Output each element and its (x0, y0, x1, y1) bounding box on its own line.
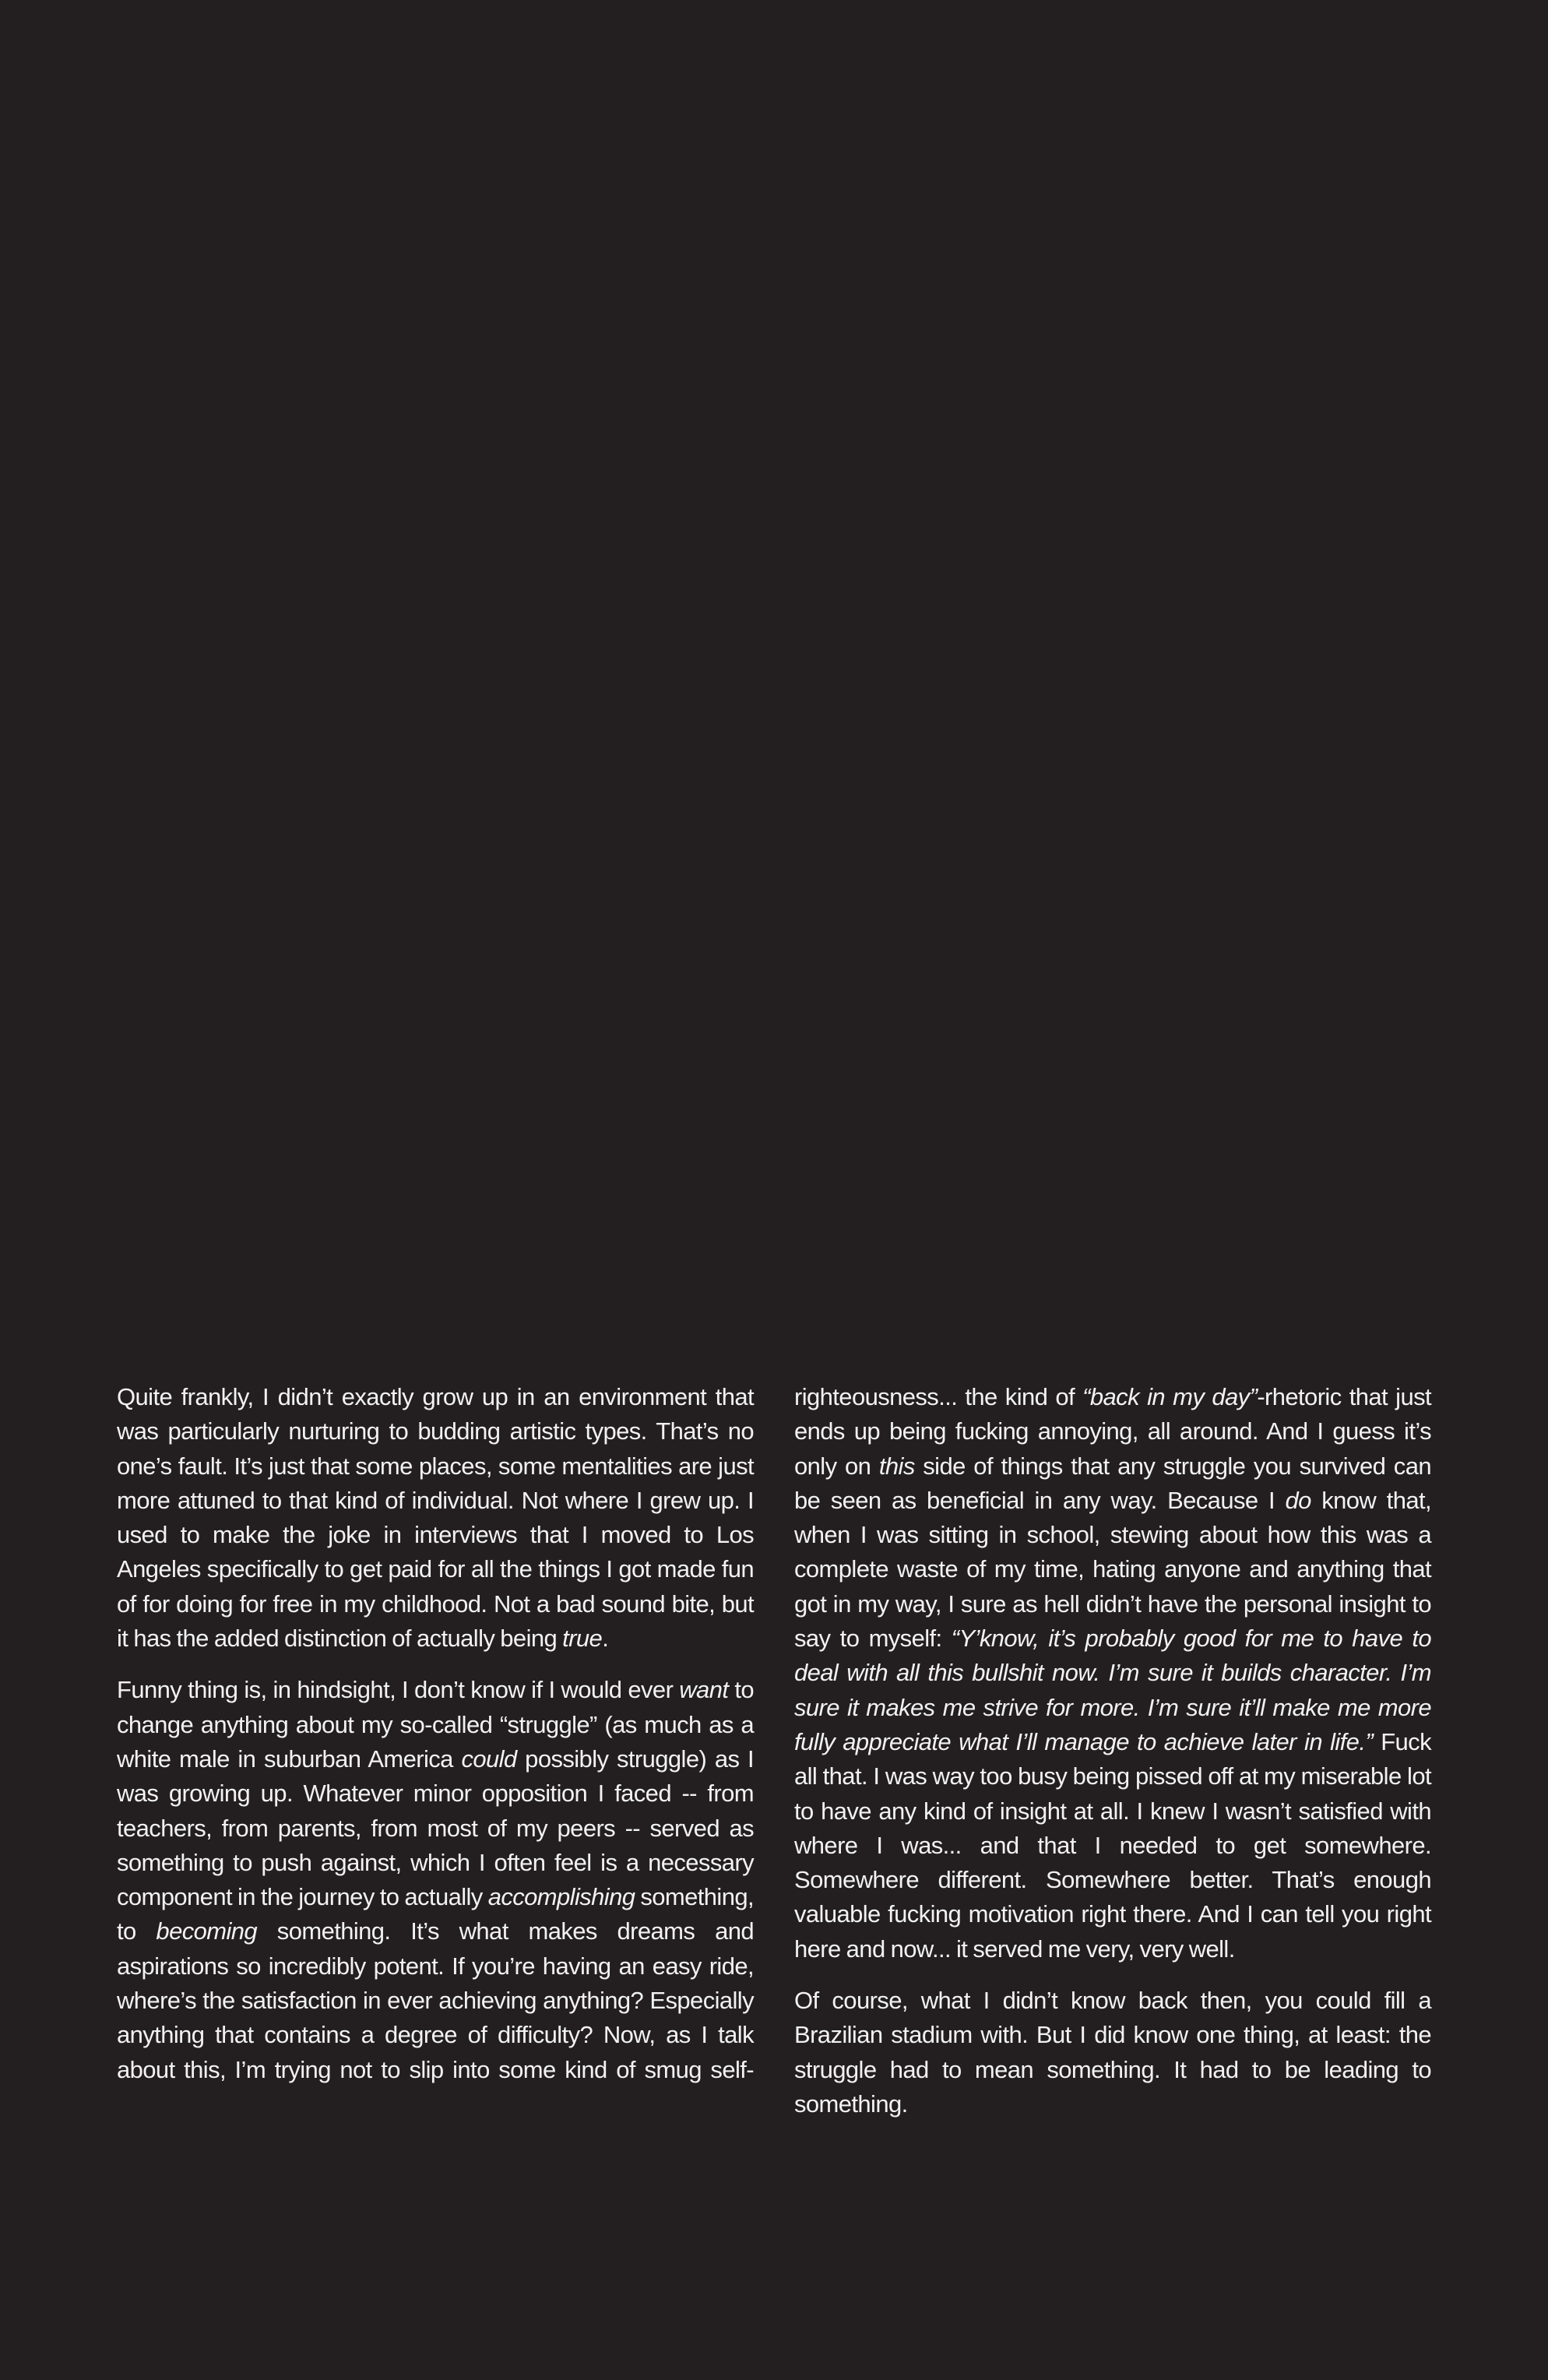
body-text: possibly struggle) as I was growing up. Whatever minor opposition I faced -- from teachers, from parents, from most of my peers -- served as something to push against, which I often feel is a necessary component in the journey to actually (117, 1745, 754, 1911)
body-text: Funny thing is, in hindsight, I don’t know if I would ever (117, 1676, 680, 1704)
italic-text: becoming (156, 1917, 258, 1945)
body-text: something. It’s what makes dreams and aspirations so incredibly potent. If you’re having an easy ride, where’s the satisfaction in ever achieving anything? Especially anything that contains a degree of difficulty? Now, as I talk about this, I’m trying not to slip into some kind of smug self- (117, 1917, 754, 2083)
italic-text: “Y’know, it’s probably good for me to have to deal with all this bullshit now. I’m sure it builds character. I’m sure it makes me strive for more. I’m sure it’ll make me more fully appreciate what I’ll manage to achieve later in life.” (794, 1625, 1431, 1755)
body-text: Fuck all that. I was way too busy being pissed off at my miserable lot to have any kind of insight at all. I knew I wasn’t satisfied with where I was... and that I needed to get somewhere. Somewhere different. Somewhere better. That’s enough valuable fucking motivation right there. And I can tell you right here and now... it served me very, very well. (794, 1727, 1431, 1963)
italic-text: do (1285, 1486, 1311, 1514)
paragraph (117, 1380, 754, 1656)
body-text: Of course, what I didn’t know back then, you could fill a Brazilian stadium with. But I did know one thing, at least: the struggle had to mean something. It had to be leading to something. (794, 1987, 1431, 2118)
body-text: to change anything about my so-called “struggle” (as much as a white male in suburban America (117, 1676, 754, 1773)
italic-text: this (878, 1452, 915, 1480)
body-text: side of things that any struggle you survived can be seen as beneficial in any way. Because I (794, 1452, 1431, 1514)
body-text: . (602, 1625, 609, 1653)
body-text: know that, when I was sitting in school, stewing about how this was a complete waste of my time, hating anyone and anything that got in my way, I sure as hell didn’t have the personal insight to say to myself: (794, 1486, 1431, 1653)
body-text: something, to (117, 1883, 755, 1945)
italic-text: true (562, 1625, 603, 1653)
italic-text: accomplishing (487, 1883, 635, 1911)
paragraph (794, 1380, 1431, 1966)
paragraph (794, 1984, 1431, 2121)
text-column-left (117, 1380, 754, 2104)
body-text: righteousness... the kind of (794, 1383, 1083, 1410)
italic-text: want (679, 1676, 729, 1704)
text-column-right (794, 1380, 1431, 2139)
italic-text: could (461, 1745, 517, 1773)
body-text: -rhetoric that just ends up being fucking annoying, all around. And I guess it’s only on (794, 1383, 1432, 1480)
body-text: Quite frankly, I didn’t exactly grow up in an environment that was particularly nurturing to budding artistic types. That’s no one’s fault. It’s just that some places, some mentalities are just more attuned to that kind of individual. Not where I grew up. I used to make the joke in interviews that I moved to Los Angeles specifically to get paid for all the things I got made fun of for doing for free in my childhood. Not a bad sound bite, but it has the added distinction of actually being (117, 1383, 754, 1653)
paragraph (117, 1673, 754, 2087)
italic-text: “back in my day” (1082, 1383, 1258, 1410)
